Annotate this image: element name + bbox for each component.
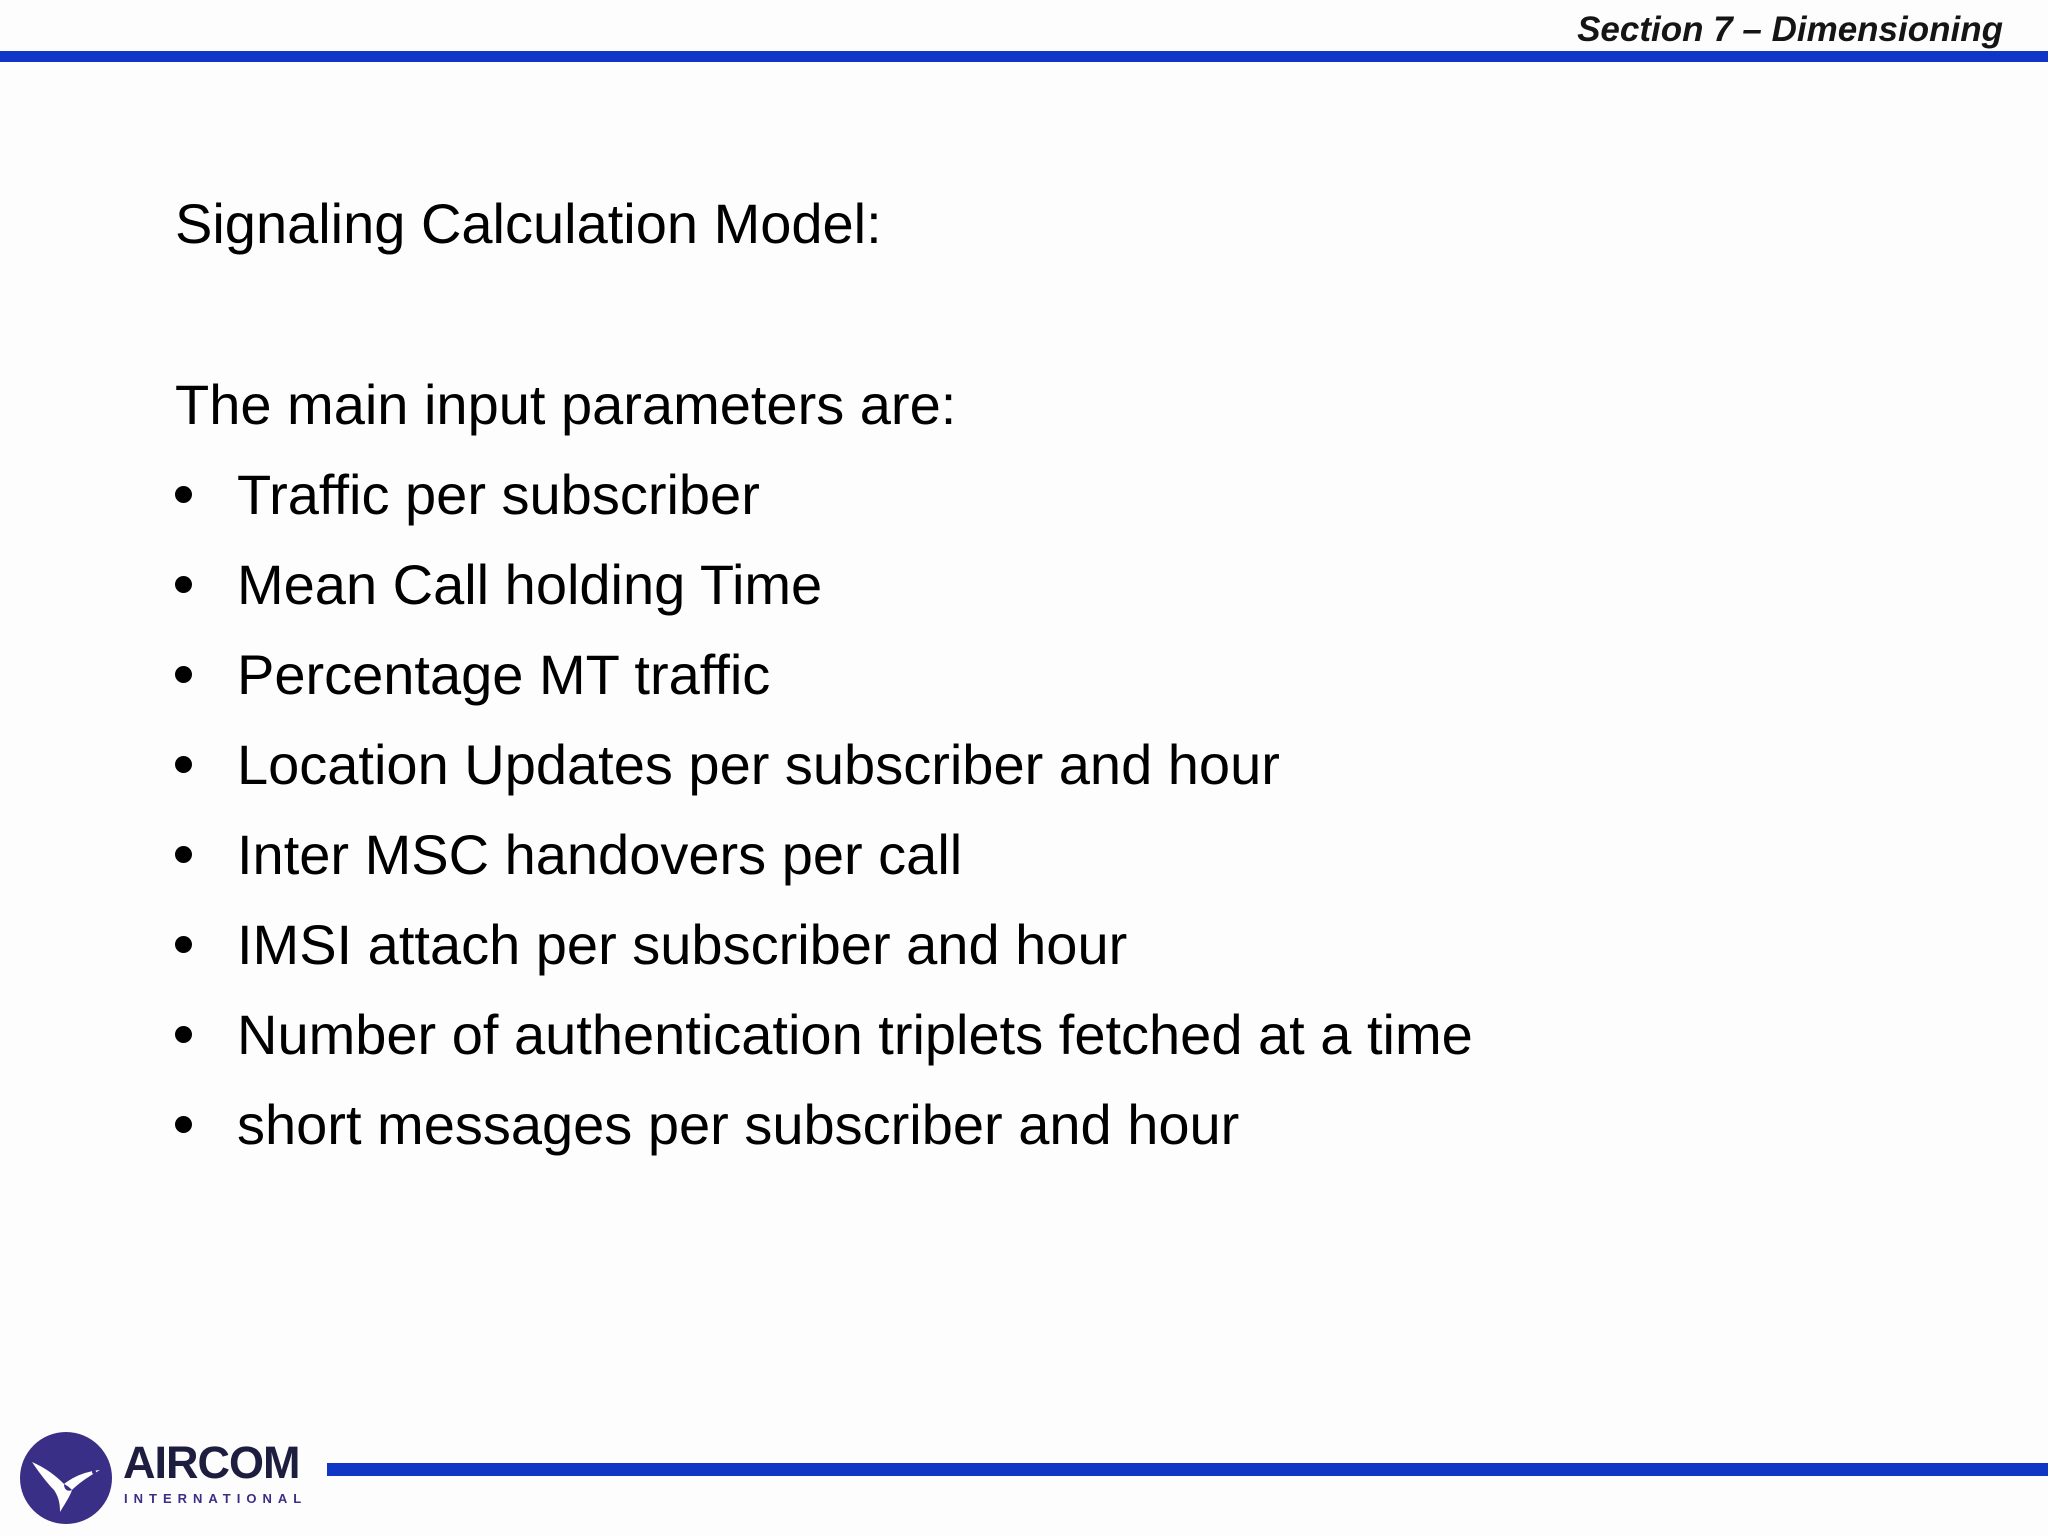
bullet-icon xyxy=(175,486,192,503)
list-item-text: Traffic per subscriber xyxy=(237,463,760,526)
bullet-icon xyxy=(175,846,192,863)
slide-title: Signaling Calculation Model: xyxy=(175,192,882,255)
aircom-logo xyxy=(20,1430,320,1526)
list-item-text: Location Updates per subscriber and hour xyxy=(237,733,1280,796)
top-divider-line xyxy=(0,51,2048,62)
section-header: Section 7 – Dimensioning xyxy=(1577,10,2003,49)
bullet-icon xyxy=(175,936,192,953)
bottom-divider-line xyxy=(327,1463,2048,1476)
bullet-icon xyxy=(175,576,192,593)
list-item-text: short messages per subscriber and hour xyxy=(237,1093,1240,1156)
list-item-text: IMSI attach per subscriber and hour xyxy=(237,913,1128,976)
bullet-icon xyxy=(175,666,192,683)
bullet-icon xyxy=(175,1026,192,1043)
list-item-text: Percentage MT traffic xyxy=(237,643,771,706)
list-item-text: Inter MSC handovers per call xyxy=(237,823,963,886)
list-item-text: Mean Call holding Time xyxy=(237,553,823,616)
logo-subtitle: INTERNATIONAL xyxy=(124,1491,308,1506)
list-item-text: Number of authentication triplets fetched at a time xyxy=(237,1003,1473,1066)
logo-wordmark: AIRCOM xyxy=(123,1437,300,1488)
bird-in-circle-icon xyxy=(20,1432,112,1524)
intro-text: The main input parameters are: xyxy=(175,373,957,436)
bullet-icon xyxy=(175,1116,192,1133)
bullet-icon xyxy=(175,756,192,773)
